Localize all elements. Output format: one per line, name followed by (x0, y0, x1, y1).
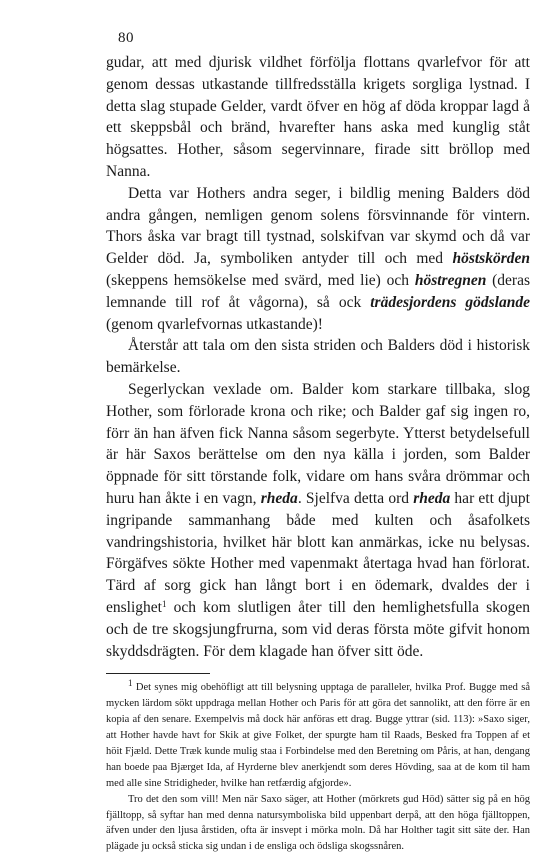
book-page (106, 28, 530, 855)
footnote-text: Det synes mig obehöfligt att till belysning upptaga de paralleler, hvilka Prof. Bugge med så mycken lärdom sökt uppdraga mellan Hother och Paris för att göra det sannolikt, att den förre är en kopia af den senare. Exempelvis må dock här anföras ett drag. Bugge yttrar (sid. 113): »Saxo siger, att Hother havde havt for Skik at give Folket, der spurgte ham til Raads, Besked fra Toppen af et höit Fjæld. Dette Træk kunde mulig staa i Forbindelse med den Beretning om Påris, at han, dengang han boede paa Bjærget Ida, af Hyrderne blev anerkjendt som deres Hövding, saa at de kom til ham med alle sine Stridigheder, hvilke han retfærdig afgjorde». (106, 682, 530, 789)
text-run: har ett djupt ingripande sammanhang både med kulten och åsafolkets vandringshistoria, hvilket här blott kan anmärkas, icke nu belysas. Förgäfves sökte Hother med vapenmakt återtaga hvad han förlorat. Tärd af sorg gick han långt bort i en ödemark, dvaldes der i enslighet (106, 489, 530, 616)
text-run: gudar, att med djurisk vildhet förfölja flottans qvarlefvor för att genom dessas utkastande tillfredsställa krigets sorgliga lystnad. I detta slag stupade Gelder, vardt öfver en hög af döda kroppar lagd å ett skeppsbål och bränd, hvarefter hans aska med kunglig ståt högsattes. Hother, såsom segervinnare, firade sitt bröllop med Nanna. (106, 54, 530, 180)
text-run: Återstår att tala om den sista striden och Balders död i historisk bemärkelse. (106, 337, 530, 377)
text-run: Detta var Hothers andra seger, i bildlig mening Balders död andra gången, nemligen genom solens försvinnande för vintern. Thors åska var bragt till tystnad, solskifvan var skymd och då var Gelder död. Ja, symboliken antyder till och med (106, 184, 530, 268)
paragraph (106, 52, 530, 183)
footnote (106, 792, 530, 855)
paragraph (106, 379, 530, 662)
footnote-reference: 1 (161, 598, 167, 609)
text-run: (skeppens hemsökelse med svärd, med lie) och (106, 271, 415, 289)
footnote (106, 680, 530, 791)
footnotes (106, 680, 530, 855)
emphasized-term: trädesjordens gödslande (370, 293, 530, 311)
text-run: . Sjelfva detta ord (297, 489, 414, 507)
page-number: 80 (118, 30, 134, 46)
emphasized-term: höstregnen (414, 271, 487, 289)
text-run: (genom qvarlefvornas utkastande)! (106, 315, 323, 333)
footnote-divider (106, 673, 210, 674)
text-run: och kom slutligen åter till den hemlighetsfulla skogen och de tre skogsjungfrurna, som vid deras första möte gifvit honom skyddsdrägten. För dem klagade han öfver sitt öde. (106, 598, 530, 660)
footnote-text: Tro det den som vill! Men när Saxo säger, att Hother (mörkrets gud Höd) sätter sig på en hög fjälltopp, så syftar han med denna natursymboliska bild uppenbart derpå, att den höga fjälltoppen, äfven under den ljusa årstiden, ofta är insvept i mörka moln. Då har Holther tagit sitt säte der. Han plägade ju också sticka sig undan i de ensliga och ödsliga skogssnåren. (106, 793, 530, 853)
emphasized-term: rheda (413, 489, 451, 507)
text-run: Segerlyckan vexlade om. Balder kom starkare tillbaka, slog Hother, som förlorade krona och rike; och Balder gaf sig ingen ro, förr än han äfven fick Nanna såsom segerbyte. Ytterst betydelsefull är här Saxos berättelse om den nya källa i jorden, som Balder öppnade för sitt törstande folk, vidare om hans svåra drömmar och huru han åkte i en vagn, (106, 380, 530, 507)
text-run: (deras lemnande till rof åt vågorna), så ock (106, 271, 531, 311)
paragraph (106, 183, 530, 336)
emphasized-term: höstskörden (452, 250, 530, 268)
body-text (106, 52, 530, 662)
footnote-mark: 1 (128, 678, 133, 689)
paragraph (106, 335, 530, 379)
emphasized-term: rheda (260, 489, 298, 507)
